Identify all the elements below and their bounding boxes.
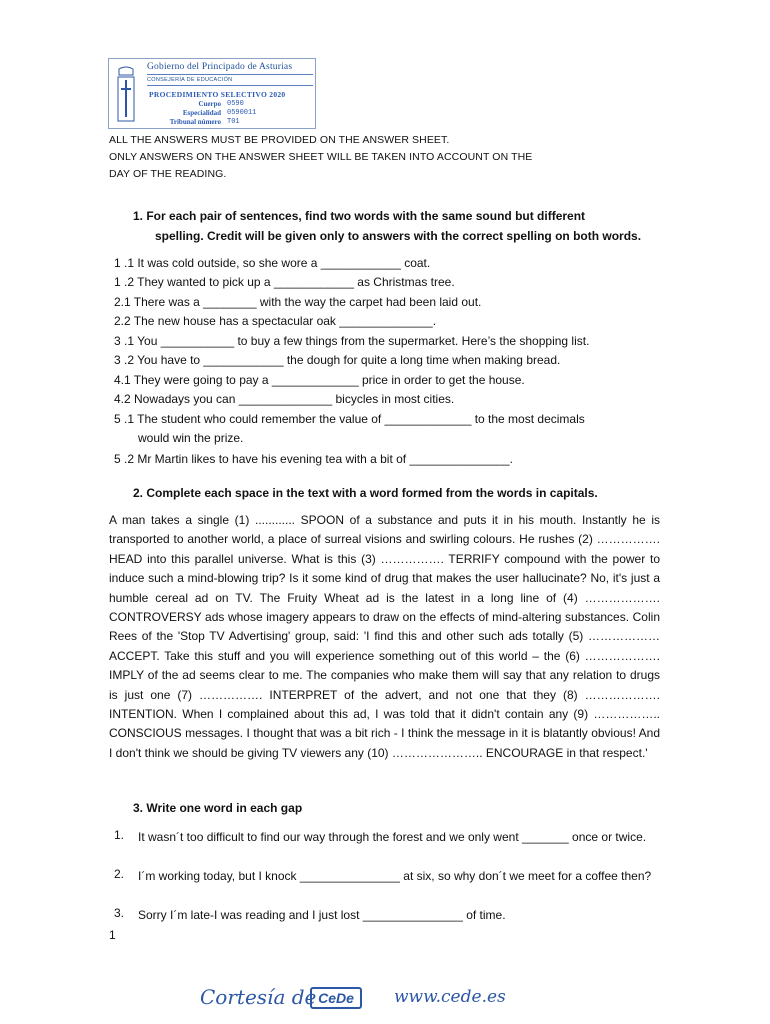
page-number: 1 [109,928,116,942]
q1-item: 2.2 The new house has a spectacular oak ______________. [114,314,437,328]
intro-line: ONLY ANSWERS ON THE ANSWER SHEET WILL BE TAKEN INTO ACCOUNT ON THE [109,151,533,163]
footer-courtesy [200,985,506,1017]
q3-item-text: I´m working today, but I knock _______________ at six, so why don´t we meet for a coffee then? [138,869,652,883]
q2-text: A man takes a single (1) ............ SPOON of a substance and puts it in his mouth. Instantly he is transported to another world, a place of surreal visions and swirling colours. He rushes (2) ……………. HEAD into this parallel universe. What is this (3) ……………. TERRIFY compound with the power to induce such a mind-blowing trip? Is it some kind of drug that makes the user hallucinate? No, it's just a humble cereal ad on TV. The Fruity Wheat ad is the latest in a long line of (4) ………………. CONTROVERSY ads whose imagery appears to draw on the effects of mind-altering substances. Colin Rees of the 'Stop TV Advertising' group, said: 'I find this and other such ads totally (5) ……………… ACCEPT. Take this stuff and you will experience something out of this world – the (6) ………………. IMPLY of the ad seems clear to me. The companies who make them will say that any relation to drugs is just one (7) ……………. INTERPRET of the advert, and not one that they (8) ………………. INTENTION. When I complained about this ad, I was told that it didn't contain any (9) …………….. CONSCIOUS messages. I thought that was a bit rich - I think the message in it is blatantly obvious! And I don't think we should be giving TV viewers any (10) ………………….. ENCOURAGE in that respect.' [109,513,660,760]
intro-line: DAY OF THE READING. [109,168,227,180]
cede-url-link[interactable]: www.cede.es [394,987,506,1007]
stamp-field-value: 0590 [227,100,244,108]
official-stamp [108,58,316,129]
q3-item-number: 1. [114,828,125,842]
stamp-field-label: Cuerpo [198,100,221,108]
q1-item: 2.1 There was a ________ with the way the carpet had been laid out. [114,295,482,309]
courtesy-text: Cortesía de [200,985,317,1009]
stamp-department: CONSEJERÍA DE EDUCACIÓN [147,77,233,83]
intro-line: ALL THE ANSWERS MUST BE PROVIDED ON THE ANSWER SHEET. [109,134,450,146]
q3-item-number: 2. [114,867,125,881]
q1-item: 4.1 They were going to pay a _____________ price in order to get the house. [114,373,525,387]
q1-heading-cont: spelling. Credit will be given only to answers with the correct spelling on both words. [155,229,642,243]
q1-heading: 1. For each pair of sentences, find two words with the same sound but different [133,209,586,223]
q1-item: 5 .1 The student who could remember the value of _____________ to the most decimals [114,412,585,426]
stamp-field-value: T01 [227,118,240,126]
q1-item: 1 .2 They wanted to pick up a ____________ as Christmas tree. [114,275,455,289]
stamp-procedure: PROCEDIMIENTO SELECTIVO 2020 [149,90,286,99]
q1-item: 5 .2 Mr Martin likes to have his evening tea with a bit of _______________. [114,452,513,466]
q3-item-number: 3. [114,906,125,920]
stamp-government: Gobierno del Principado de Asturias [147,62,293,72]
q1-item: 3 .2 You have to ____________ the dough for quite a long time when making bread. [114,353,561,367]
q3-item-text: Sorry I´m late-I was reading and I just lost _______________ of time. [138,908,506,922]
asturias-crest-icon [115,65,137,125]
q3-heading: 3. Write one word in each gap [133,801,303,815]
stamp-field-value: 0590011 [227,109,257,117]
q1-item: 4.2 Nowadays you can ______________ bicycles in most cities. [114,392,455,406]
cede-logo: CeDe [310,987,362,1009]
stamp-field-label: Especialidad [182,109,221,117]
q3-item-text: It wasn´t too difficult to find our way through the forest and we only went _______ once or twice. [138,830,647,844]
q1-item: 1 .1 It was cold outside, so she wore a ____________ coat. [114,256,431,270]
q1-item: 3 .1 You ___________ to buy a few things from the supermarket. Here’s the shopping list. [114,334,590,348]
q2-heading: 2. Complete each space in the text with a word formed from the words in capitals. [133,486,598,500]
q1-item-cont: would win the prize. [138,431,244,445]
stamp-field-label: Tribunal número [169,118,221,126]
